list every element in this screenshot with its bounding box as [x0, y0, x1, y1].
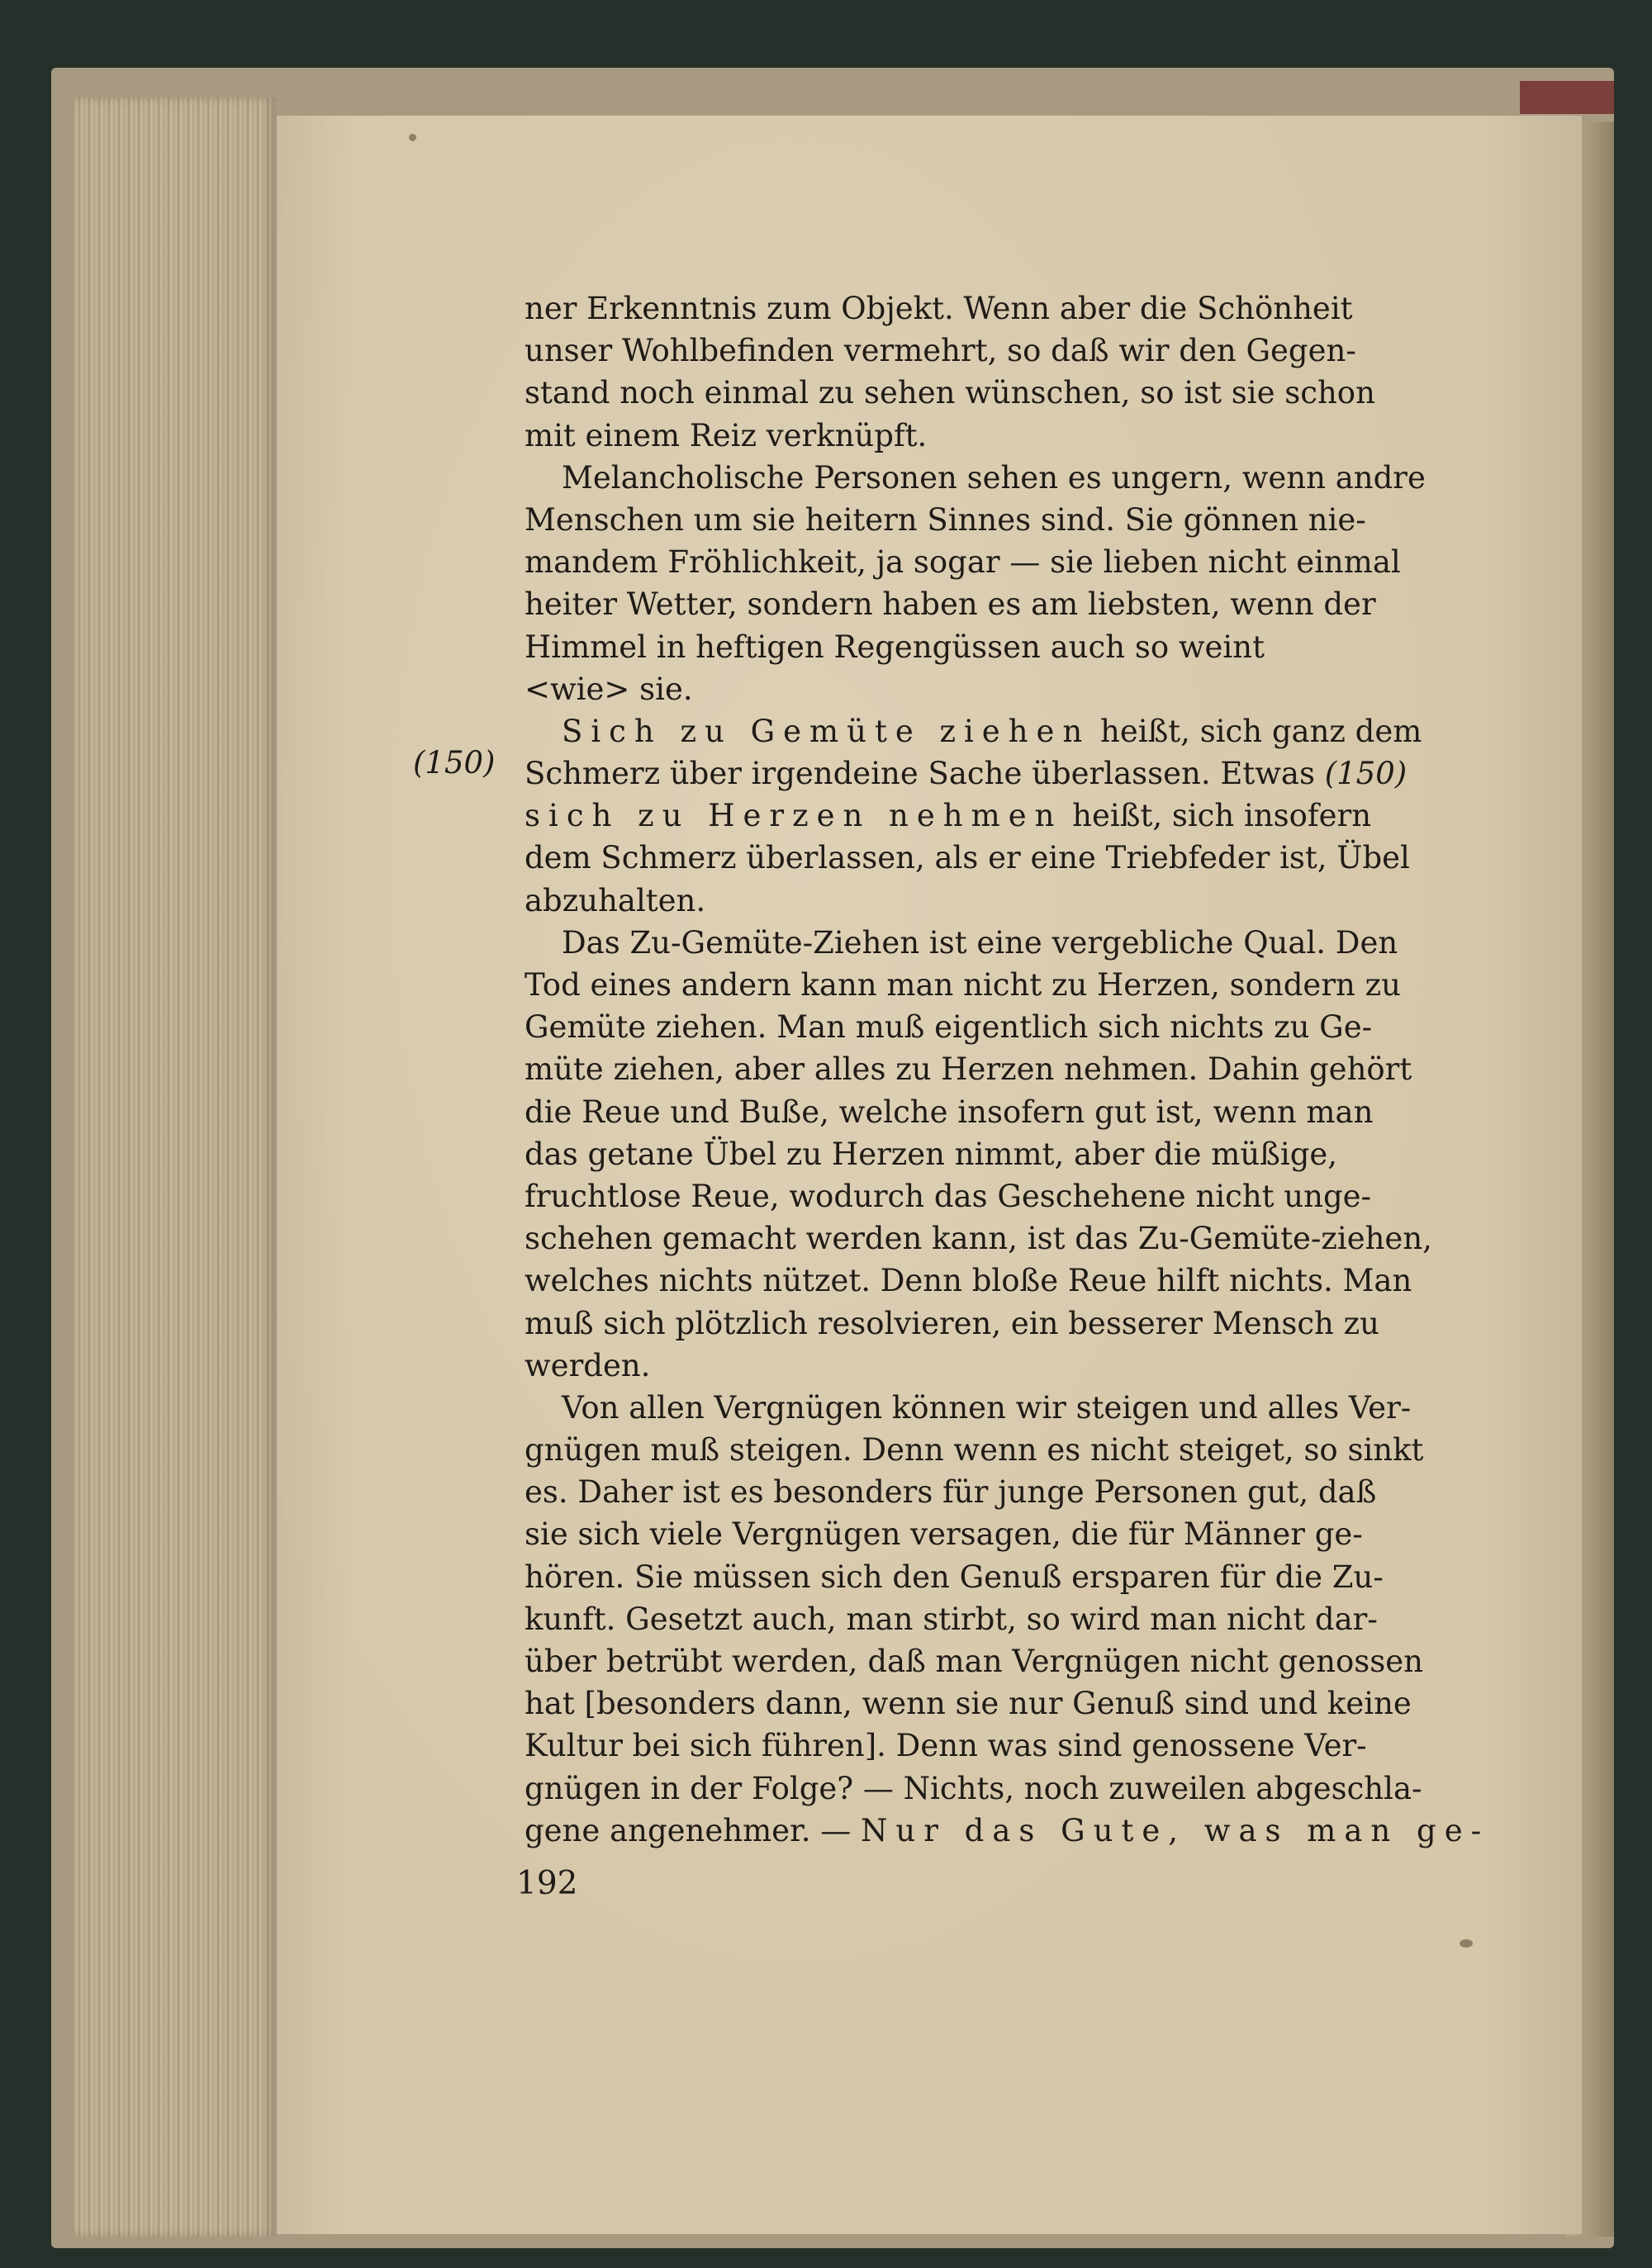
text-line: <wie> sie. — [525, 671, 693, 707]
text-line: hören. Sie müssen sich den Genuß ersparen für die Zu- — [525, 1559, 1384, 1595]
text-line: schehen gemacht werden kann, ist das Zu-Gemüte-ziehen, — [525, 1221, 1432, 1257]
inline-page-reference: (150) — [1324, 756, 1408, 792]
text-line: mit einem Reiz verknüpft. — [525, 417, 928, 453]
text-line: über betrübt werden, daß man Vergnügen nicht genossen — [525, 1644, 1423, 1679]
text-line: heiter Wetter, sondern haben es am liebsten, wenn der — [525, 586, 1376, 623]
text-line: Tod eines andern kann man nicht zu Herzen, sondern zu — [525, 967, 1401, 1003]
text-line: abzuhalten. — [525, 882, 706, 918]
text-line: es. Daher ist es besonders für junge Personen gut, daß — [525, 1474, 1377, 1511]
text-line: Melancholische Personen sehen es ungern, wenn andre — [562, 459, 1426, 496]
text-line: gnügen muß steigen. Denn wenn es nicht steiget, so sinkt — [525, 1432, 1424, 1469]
text-line: stand noch einmal zu sehen wünschen, so ist sie schon — [525, 375, 1375, 411]
text-line: werden. — [525, 1347, 651, 1383]
text-span: heißt, sich ganz dem — [1090, 713, 1422, 749]
paper-spot — [1460, 1939, 1473, 1948]
text-span: heißt, sich insofern — [1062, 798, 1372, 834]
text-line: das getane Übel zu Herzen nimmt, aber die müßige, — [525, 1136, 1338, 1172]
text-line: mandem Fröhlichkeit, ja sogar — sie lieben nicht einmal — [525, 544, 1401, 581]
margin-page-reference: (150) — [413, 745, 496, 781]
text-line — [525, 710, 1454, 752]
text-line: Von allen Vergnügen können wir steigen und alles Ver- — [562, 1389, 1412, 1426]
spaced-term: Sich zu Gemüte ziehen — [562, 713, 1091, 749]
text-line: Himmel in heftigen Regengüssen auch so weint — [525, 629, 1265, 665]
text-line: ner Erkenntnis zum Objekt. Wenn aber die Schönheit — [525, 291, 1353, 326]
text-line: die Reue und Buße, welche insofern gut ist, wenn man — [525, 1094, 1374, 1130]
text-line — [525, 1810, 1490, 1852]
text-line: fruchtlose Reue, wodurch das Geschehene nicht unge- — [525, 1178, 1372, 1214]
text-line: Kultur bei sich führen]. Denn was sind genossene Ver- — [525, 1728, 1367, 1764]
page-number: 192 — [516, 1865, 578, 1902]
text-line: welches nichts nützet. Denn bloße Reue hilft nichts. Man — [525, 1263, 1412, 1299]
text-line: Das Zu-Gemüte-Ziehen ist eine vergebliche Qual. Den — [562, 924, 1398, 961]
paper-spot — [409, 134, 416, 141]
text-span: Schmerz über irgendeine Sache überlassen. Etwas — [525, 756, 1325, 792]
text-line: Gemüte ziehen. Man muß eigentlich sich nichts zu Ge- — [525, 1009, 1373, 1046]
text-line: unser Wohlbefinden vermehrt, so daß wir den Gegen- — [525, 333, 1356, 369]
text-line: Menschen um sie heitern Sinnes sind. Sie gönnen nie- — [525, 501, 1366, 538]
text-line: müte ziehen, aber alles zu Herzen nehmen. Dahin gehört — [525, 1051, 1412, 1088]
spaced-term: sich zu Herzen nehmen — [525, 798, 1063, 834]
text-span: gene angenehmer. — — [525, 1812, 861, 1848]
text-line: sie sich viele Vergnügen versagen, die für Männer ge- — [525, 1516, 1363, 1553]
text-line — [525, 795, 1454, 837]
body-text — [525, 287, 1490, 1852]
text-line: kunft. Gesetzt auch, man stirbt, so wird man nicht dar- — [525, 1601, 1378, 1637]
text-line: muß sich plötzlich resolvieren, ein besserer Mensch zu — [525, 1305, 1379, 1341]
text-line: gnügen in der Folge? — Nichts, noch zuweilen abgeschla- — [525, 1770, 1422, 1806]
page-edges — [74, 97, 277, 2237]
text-line: hat [besonders dann, wenn sie nur Genuß sind und keine — [525, 1686, 1412, 1722]
text-line: dem Schmerz überlassen, als er eine Triebfeder ist, Übel — [525, 840, 1410, 876]
cover-cloth — [1520, 81, 1614, 114]
spaced-term: Nur das Gute, was man ge- — [860, 1812, 1490, 1848]
text-line — [525, 752, 1454, 795]
